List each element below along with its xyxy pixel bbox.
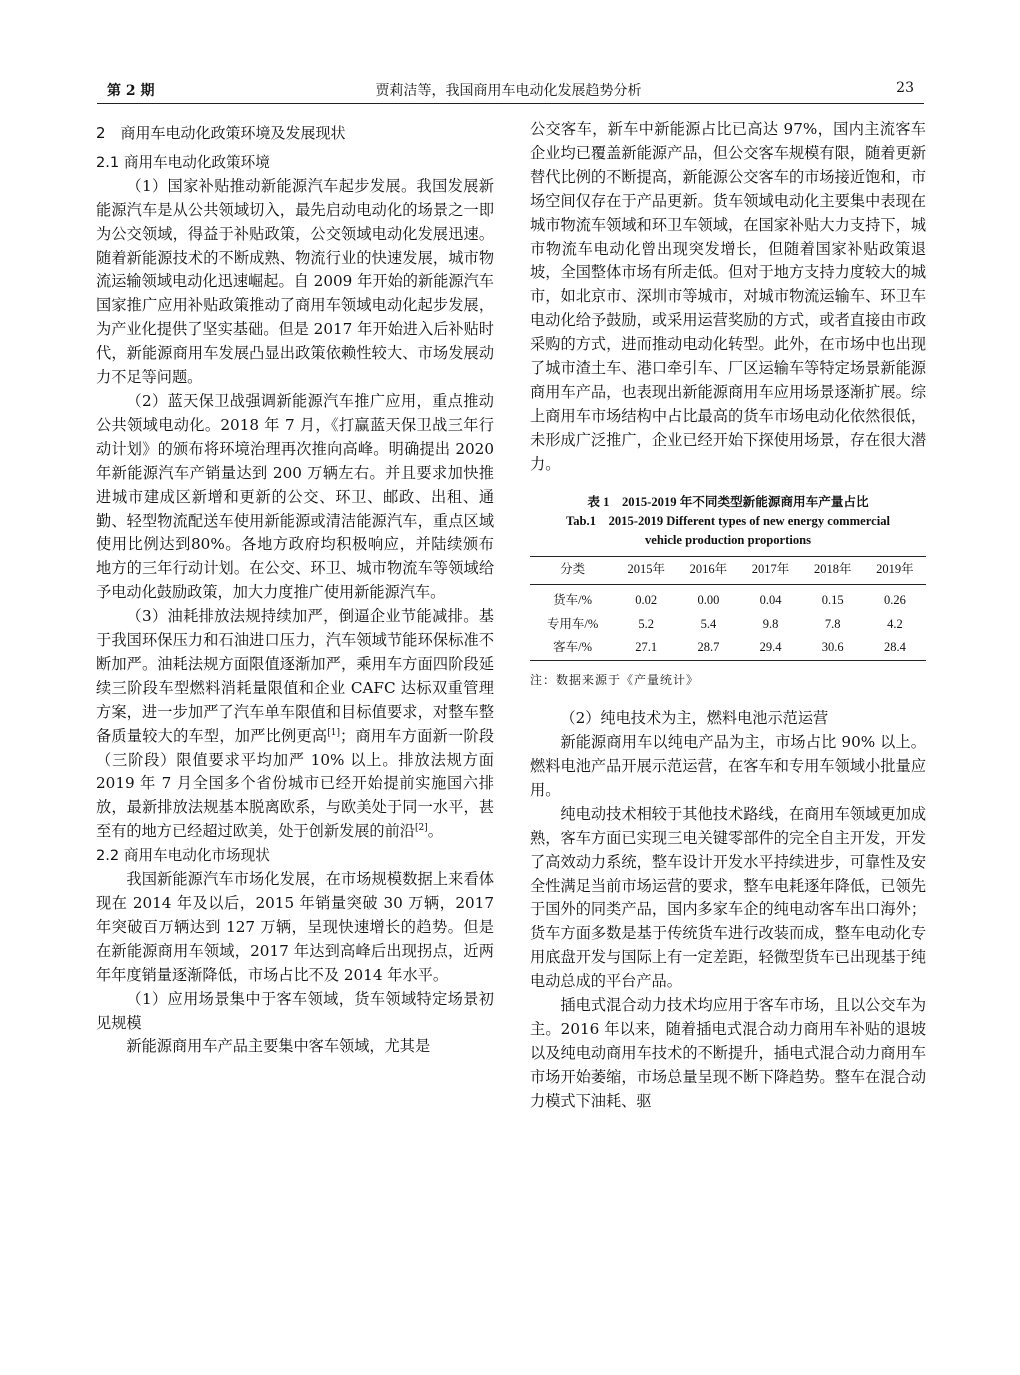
section-2-2-heading: 2.2 商用车电动化市场现状 — [96, 847, 270, 865]
paragraph-bev-share: 新能源商用车以纯电产品为主，市场占比 90% 以上。燃料电池产品开展示范运营，在客车和专用车领域小批量应用。 — [530, 733, 926, 799]
running-title: 贾莉洁等，我国商用车电动化发展趋势分析 — [375, 83, 642, 99]
issue-number: 第 2 期 — [107, 83, 155, 99]
table-cell: 30.6 — [821, 640, 844, 655]
header-rule — [97, 103, 924, 104]
table-header-cell: 分类 — [560, 562, 586, 577]
paragraph-application-scenario: （1）应用场景集中于客车领域，货车领域特定场景初见规模 — [96, 989, 494, 1032]
table-cell: 5.4 — [700, 616, 717, 631]
table-header-cell: 2018年 — [813, 562, 852, 577]
paragraph-phev: 插电式混合动力技术均应用于客车市场，且以公交车为主。2016 年以来，随着插电式混合动力商用车补贴的退坡以及纯电动商用车技术的不断提升，插电式混合动力商用车市场开始萎缩，市场总量呈现不断下降趋势。整车在混合动力模式下油耗、驱 — [530, 996, 926, 1110]
table-header-cell: 2016年 — [689, 562, 728, 577]
table-header-cell: 2017年 — [751, 562, 790, 577]
production-share-table — [530, 556, 926, 662]
paragraph-bus-focus-continued: 公交客车，新车中新能源占比已高达 97%，国内主流客车企业均已覆盖新能源产品，但公交客车规模有限，随着更新替代比例的不断提高，新能源公交客车的市场接近饱和，市场空间仅存在于产品更新。货车领域电动化主要集中表现在城市物流车领域和环卫车领域，在国家补贴大力支持下，城市物流车电动化曾出现突发增长，但随着国家补贴政策退坡，全国整体市场有所走低。但对于地方支持力度较大的城市，如北京市、深圳市等城市，对城市物流运输车、环卫车电动化给予鼓励，或采用运营奖励的方式，或者直接由市政采购的方式，进而推动电动化转型。此外，在市场中也出现了城市渣土车、港口牵引车、厂区运输车等特定场景新能源商用车产品，也表现出新能源商用车应用场景逐渐扩展。综上商用车市场结构中占比最高的货车市场电动化依然很低，未形成广泛推广，企业已经开始下探使用场景，存在很大潜力。 — [530, 120, 926, 473]
table-row — [530, 613, 926, 637]
page-number: 23 — [896, 80, 914, 96]
table-header-cell: 2015年 — [627, 562, 665, 577]
table-cell: 0.00 — [697, 592, 720, 607]
table-cell: 28.7 — [697, 640, 720, 655]
table-cell: 0.04 — [759, 592, 782, 607]
table-caption-chinese: 表 1 2015-2019 年不同类型新能源商用车产量占比 — [587, 494, 869, 509]
paragraph-bev-heading: （2）纯电技术为主，燃料电池示范运营 — [560, 709, 829, 728]
table-note: 注：数据来源于《产量统计》 — [530, 673, 700, 688]
section-2-heading: 2 商用车电动化政策环境及发展现状 — [96, 124, 346, 142]
paragraph-blue-sky: （2）蓝天保卫战强调新能源汽车推广应用，重点推动公共领域电动化。2018 年 7 月，《打赢蓝天保卫战三年行动计划》的颁布将环境治理再次推向高峰。明确提出 2020 年新能源汽车产销量达到 200 万辆左右。并且要求加快推进城市建成区新增和更新的公交、环卫、邮政、出租、通勤、轻型物流配送车使用新能源或清洁能源汽车，重点区域使用比例达到80%。各地方政府均积极响应，并陆续颁布地方的三年行动计划。在公交、环卫、城市物流车等领域给予电动化鼓励政策，加大力度推广使用新能源汽车。 — [96, 391, 494, 602]
table-cell: 客车/% — [553, 640, 593, 655]
table-cell: 28.4 — [883, 640, 906, 655]
table-caption-english-line1: Tab.1 2015-2019 Different types of new energy commercial — [566, 513, 890, 528]
table-cell: 货车/% — [553, 592, 593, 607]
running-header — [97, 78, 920, 102]
table-cell: 27.1 — [635, 640, 658, 655]
table-cell: 29.4 — [759, 640, 782, 655]
table-cell: 0.02 — [635, 592, 658, 607]
table-caption-english-line2: vehicle production proportions — [644, 532, 812, 547]
emission-text-a: （3）油耗排放法规持续加严，倒逼企业节能减排。基于我国环保压力和石油进口压力，汽车领域节能环保标准不断加严。油耗法规方面限值逐渐加严，乘用车方面四阶段延续三阶段车型燃料消耗量限值和企业 CAFC 达标双重管理方案，进一步加严了汽车单车限值和目标值要求，对整车整备质量较大的车型，加严比例更高 — [96, 607, 494, 745]
table-row — [530, 636, 926, 660]
paragraph-subsidy: （1）国家补贴推动新能源汽车起步发展。我国发展新能源汽车是从公共领域切入，最先启动电动化的场景之一即为公交领域，得益于补贴政策，公交领域电动化发展迅速。随着新能源技术的不断成熟、物流行业的快速发展，城市物流运输领域电动化迅速崛起。自 2009 年开始的新能源汽车国家推广应用补贴政策推动了商用车领域电动化起步发展，为产业化提供了坚实基础。但是 2017 年开始进入后补贴时代，新能源商用车发展凸显出政策依赖性较大、市场发展动力不足等问题。 — [96, 176, 494, 387]
paragraph-market-scale: 我国新能源汽车市场化发展，在市场规模数据上来看体现在 2014 年及以后，2015 年销量突破 30 万辆，2017 年突破百万辆达到 127 万辆，呈现快速增长的趋势。但是在新能源商用车领域，2017 年达到高峰后出现拐点，近两年年度销量逐渐降低，市场占比不及 2014 年水平。 — [96, 870, 494, 984]
left-column — [96, 118, 494, 1059]
table-cell: 0.15 — [821, 592, 844, 607]
table-cell: 5.2 — [638, 616, 655, 631]
paragraph-emission-regulation — [96, 605, 494, 844]
table-header-row — [530, 556, 926, 584]
paragraph-bev-technology: 纯电动技术相较于其他技术路线，在商用车领域更加成熟，客车方面已实现三电关键零部件的完全自主开发，开发了高效动力系统，整车设计开发水平持续进步，可靠性及安全性满足当前市场运营的要求，整车电耗逐年降低，已领先于国外的同类产品，国内多家车企的纯电动客车出口海外；货车方面多数是基于传统货车进行改装而成，整车电动化专用底盘开发与国际上有一定差距，轻微型货车已出现基于纯电动总成的平台产品。 — [530, 804, 926, 991]
table-cell: 7.8 — [824, 616, 841, 631]
emission-text-b: ；商用车方面新一阶段（三阶段）限值要求平均加严 10% 以上。排放法规方面 2019 年 7 月全国多个省份城市已经开始提前实施国六排放，最新排放法规基本脱离欧系，与欧美处于同一水平，甚至有的地方已经超过欧美，处于创新发展的前沿 — [96, 726, 495, 841]
table-cell: 0.26 — [883, 592, 906, 607]
table-cell: 9.8 — [762, 616, 779, 631]
emission-text-c: 。 — [427, 822, 443, 841]
table-cell: 4.2 — [887, 616, 903, 631]
reference-1: [1] — [327, 727, 341, 738]
section-2-1-heading: 2.1 商用车电动化政策环境 — [96, 153, 270, 171]
right-column — [530, 118, 926, 1114]
table-cell: 专用车/% — [546, 616, 599, 631]
paragraph-bus-focus: 新能源商用车产品主要集中客车领域，尤其是 — [126, 1037, 431, 1056]
reference-2: [2] — [414, 823, 428, 834]
table-header-cell: 2019年 — [876, 562, 914, 577]
table-row — [530, 584, 926, 612]
